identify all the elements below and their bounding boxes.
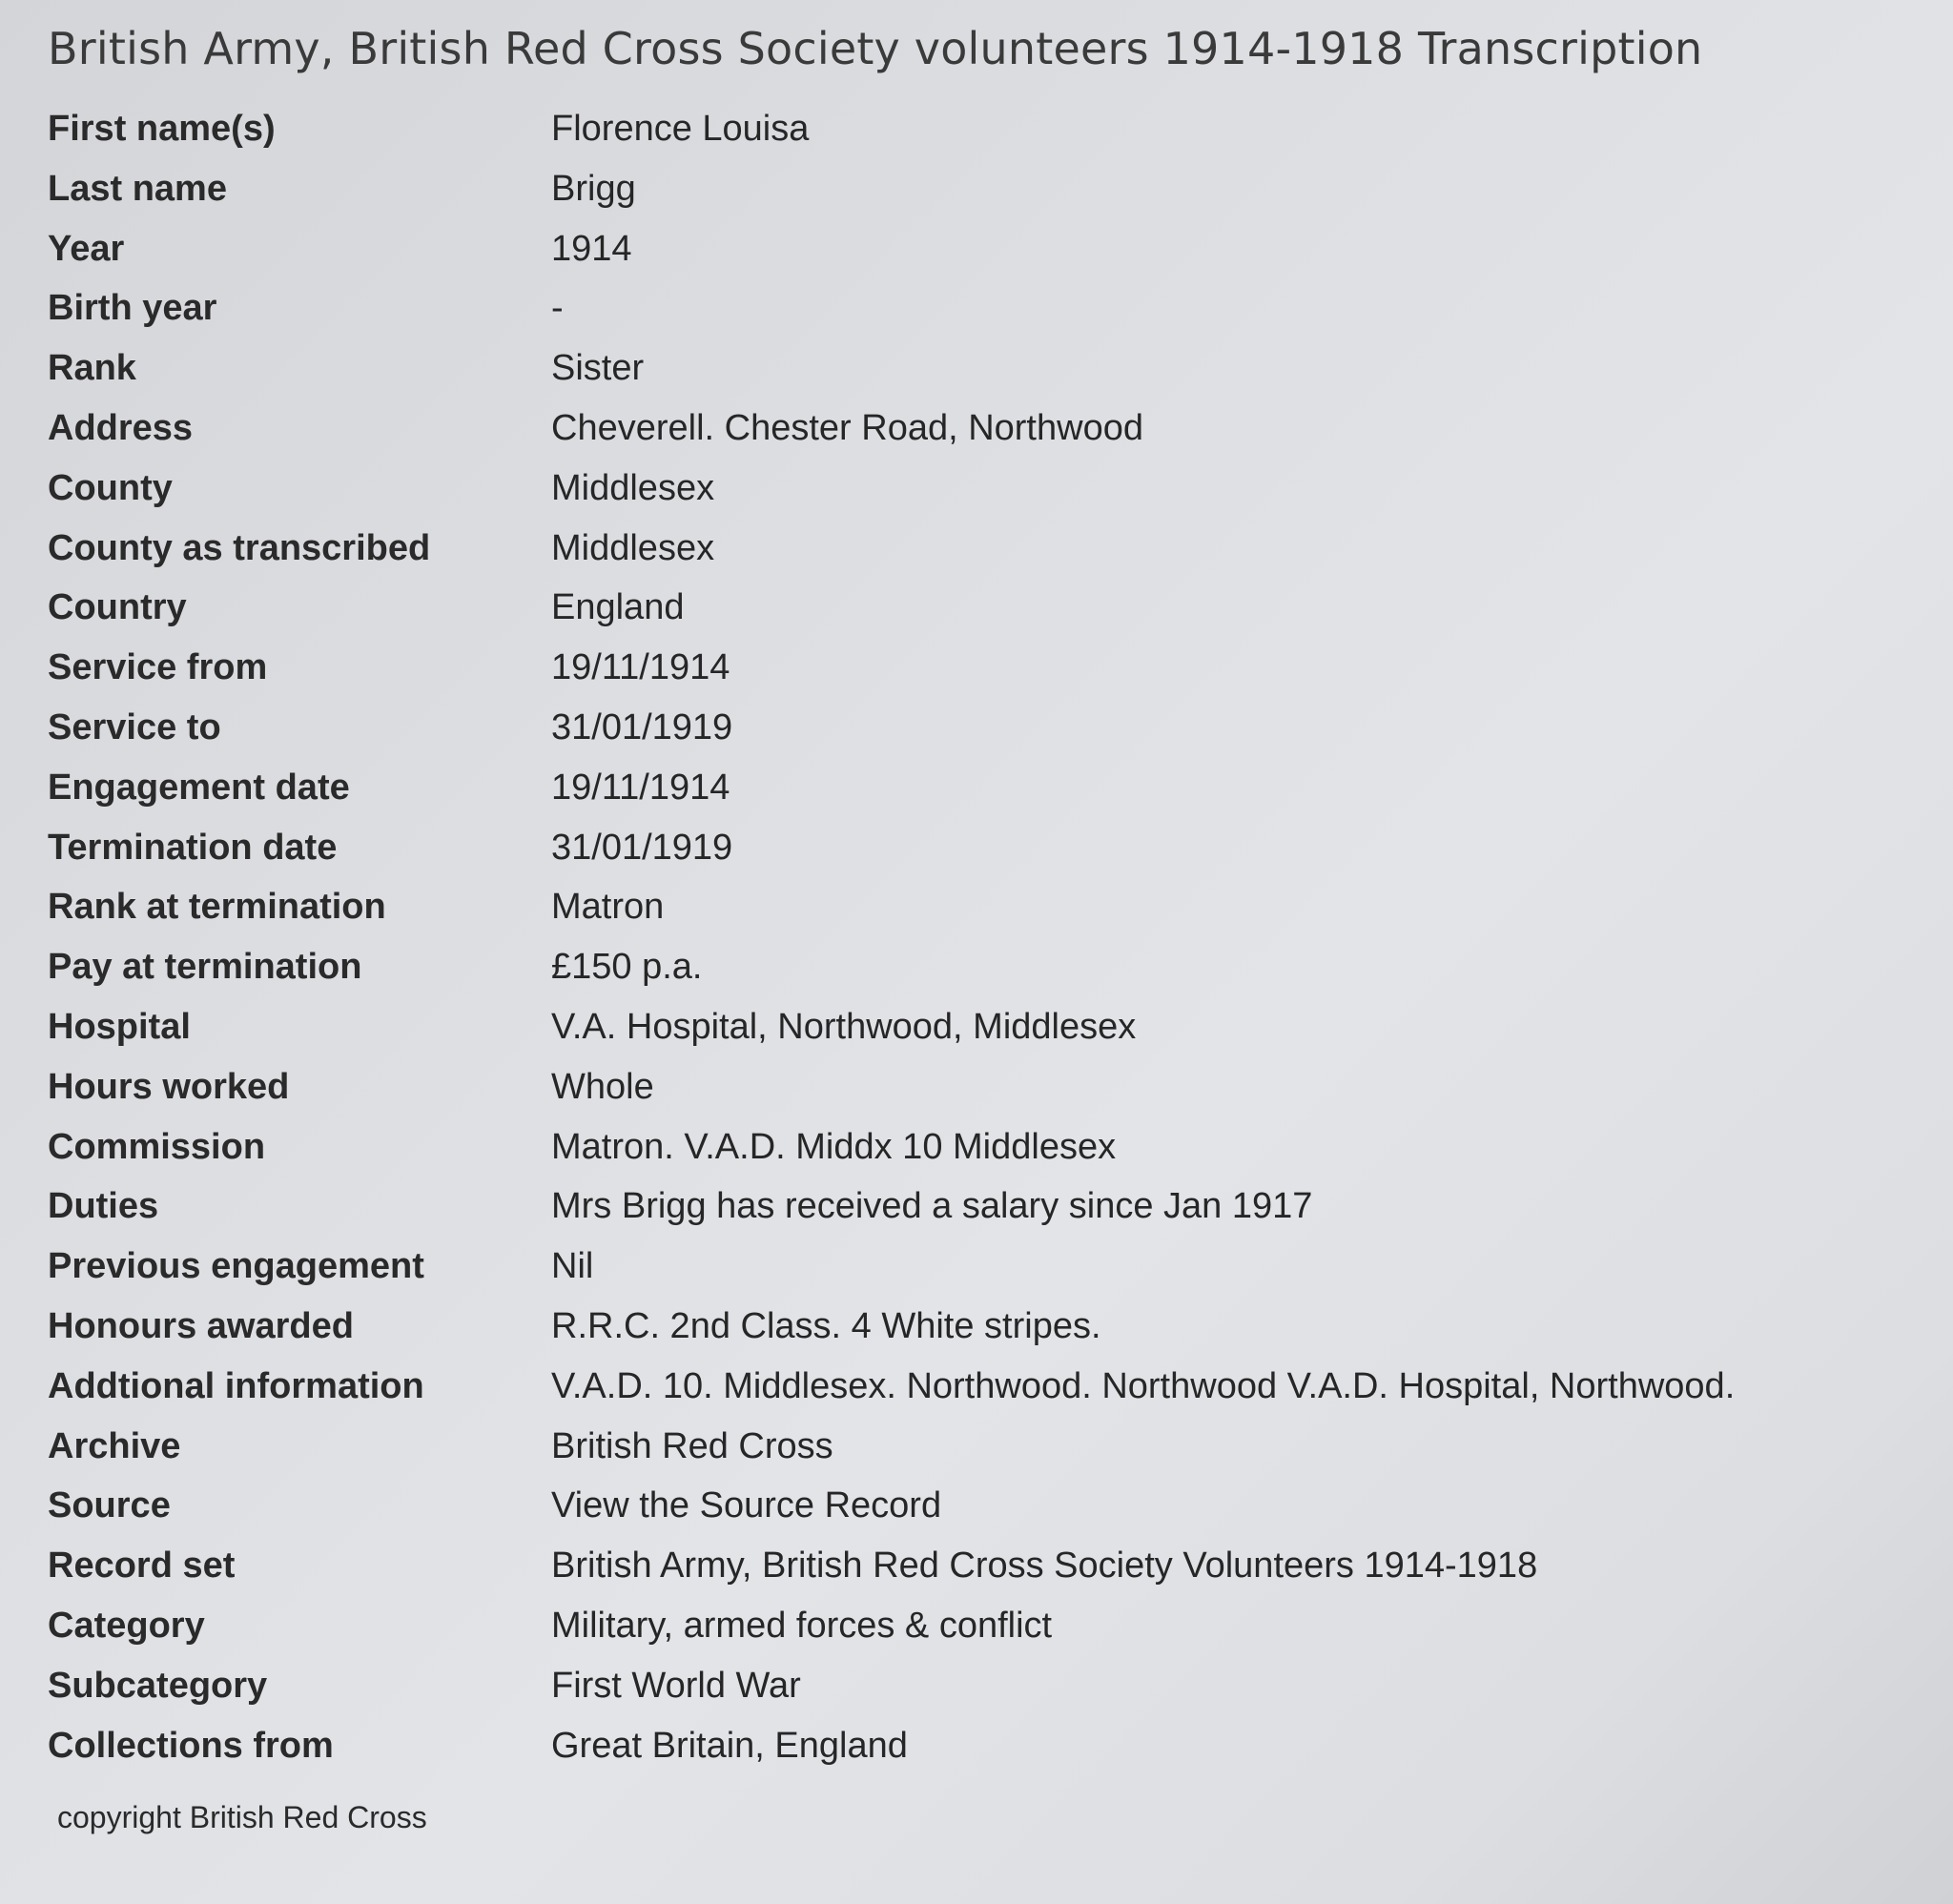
page-title: British Army, British Red Cross Society volunteers 1914-1918 Transcription [48,23,1703,74]
record-value: 19/11/1914 [551,647,730,688]
record-value: View the Source Record [551,1485,942,1526]
record-value: Matron. V.A.D. Middx 10 Middlesex [551,1126,1117,1167]
record-label: Engagement date [48,767,350,808]
record-label: Rank [48,348,136,389]
record-value: British Red Cross [551,1425,833,1466]
record-label: Pay at termination [48,947,362,988]
record-value: 1914 [551,228,632,269]
record-label: Hours worked [48,1066,290,1107]
record-label: Subcategory [48,1665,268,1706]
record-row [48,1546,1917,1606]
record-label: Country [48,587,187,628]
record-row [48,647,1917,707]
record-value: Brigg [551,168,636,209]
record-value: R.R.C. 2nd Class. 4 White stripes. [551,1305,1101,1346]
record-value: Nil [551,1246,594,1287]
record-value: First World War [551,1665,801,1706]
record-row [48,288,1917,348]
record-row [48,1127,1917,1187]
record-label: Addtional information [48,1365,424,1406]
record-label: Service to [48,706,221,747]
record-row [48,1426,1917,1486]
record-row [48,468,1917,528]
record-label: Source [48,1485,171,1526]
record-value: Middlesex [551,467,715,508]
record-value: - [551,288,564,329]
record-label: Duties [48,1186,159,1227]
record-row [48,947,1917,1007]
record-row [48,1306,1917,1366]
record-row [48,169,1917,229]
record-label: Rank at termination [48,887,386,928]
record-row [48,1007,1917,1067]
record-label: Archive [48,1425,181,1466]
record-row [48,828,1917,888]
record-value: Middlesex [551,527,715,568]
record-value: Whole [551,1066,654,1107]
record-label: Record set [48,1546,236,1587]
record-row [48,408,1917,468]
record-label: Termination date [48,827,338,868]
record-value: Sister [551,348,645,389]
record-row [48,587,1917,647]
record-label: Commission [48,1126,266,1167]
record-value: 31/01/1919 [551,706,733,747]
record-value: British Army, British Red Cross Society Volunteers 1914-1918 [551,1546,1538,1587]
record-label: Hospital [48,1006,191,1047]
record-label: Service from [48,647,268,688]
record-row [48,1246,1917,1306]
record-label: Last name [48,168,227,209]
record-value: Military, armed forces & conflict [551,1605,1053,1646]
record-row [48,887,1917,947]
record-label: County as transcribed [48,527,431,568]
record-value: Florence Louisa [551,109,810,149]
record-value: Matron [551,887,665,928]
record-row [48,707,1917,768]
record-row [48,768,1917,828]
record-row [48,1726,1917,1786]
record-label: Year [48,228,125,269]
record-value: 31/01/1919 [551,827,733,868]
record-value: V.A. Hospital, Northwood, Middlesex [551,1006,1137,1047]
record-value: Cheverell. Chester Road, Northwood [551,407,1143,448]
record-row [48,1366,1917,1426]
record-row [48,1485,1917,1546]
record-label: Collections from [48,1725,334,1766]
record-row [48,1186,1917,1246]
record-row [48,528,1917,588]
record-row [48,1606,1917,1666]
record-label: County [48,467,173,508]
record-label: Birth year [48,288,217,329]
record-value: £150 p.a. [551,947,703,988]
record-label: Address [48,407,194,448]
record-value: England [551,587,685,628]
record-value: V.A.D. 10. Middlesex. Northwood. Northwood V.A.D. Hospital, Northwood. [551,1365,1736,1406]
copyright-notice: copyright British Red Cross [57,1800,427,1834]
record-row [48,1067,1917,1127]
record-row [48,348,1917,408]
record-row [48,109,1917,169]
record-label: Previous engagement [48,1246,424,1287]
record-label: First name(s) [48,109,276,149]
record-value: Mrs Brigg has received a salary since Jan 1917 [551,1186,1313,1227]
record-row [48,1666,1917,1726]
record-value: 19/11/1914 [551,767,730,808]
record-label: Honours awarded [48,1305,354,1346]
record-list [48,109,1917,1785]
record-row [48,229,1917,289]
record-label: Category [48,1605,205,1646]
record-value: Great Britain, England [551,1725,908,1766]
